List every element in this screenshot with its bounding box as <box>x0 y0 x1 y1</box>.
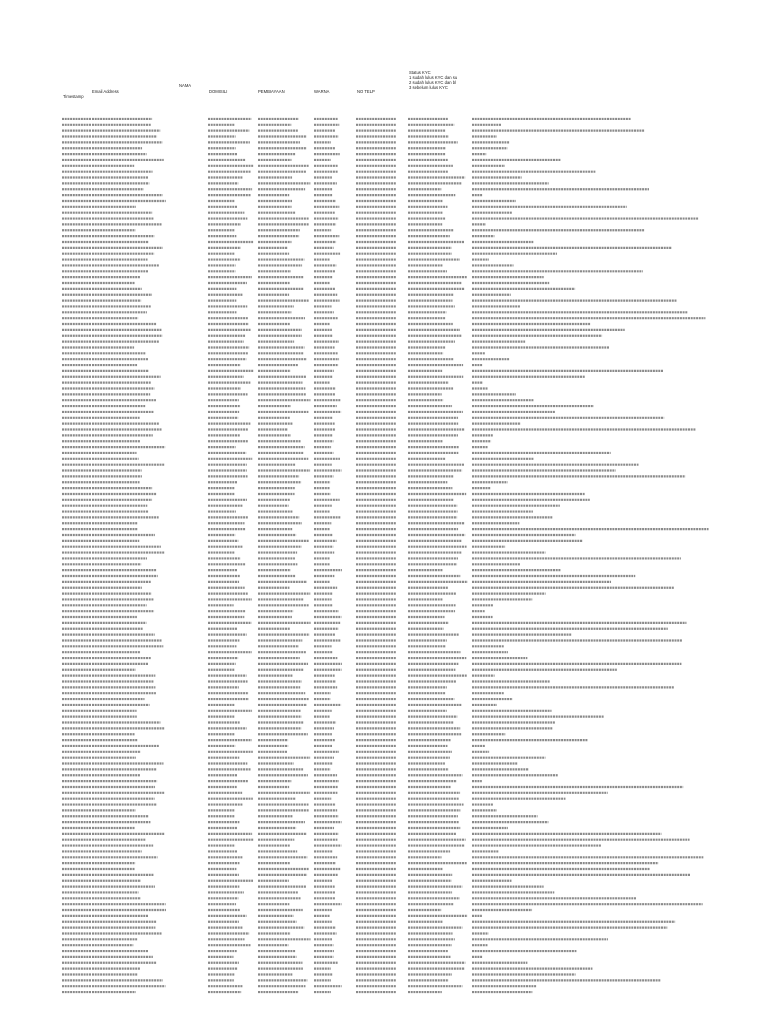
status-kyc-note-2: 2 sudah lulus KYC dan bl <box>409 80 457 85</box>
status-kyc-note-3: 3 sebelum lulus KYC <box>409 85 448 90</box>
header-domisili: DOMISILI <box>209 89 228 94</box>
data-rows-graphic <box>62 116 714 995</box>
header-nama: NAMA <box>179 83 192 88</box>
header-timestamp: Timestamp <box>63 94 84 99</box>
status-kyc-header <box>409 70 457 90</box>
header-email: Email Address <box>92 89 119 94</box>
header-warna: WARNA <box>314 89 330 94</box>
status-kyc-title: Status KYC <box>409 70 431 75</box>
header-no-telp: NO TELP <box>357 89 375 94</box>
header-pembiayaan: PEMBIAYAAN <box>258 89 285 94</box>
status-kyc-note-1: 1 sudah lulus KYC dan su <box>409 75 458 80</box>
data-rows <box>62 116 714 995</box>
